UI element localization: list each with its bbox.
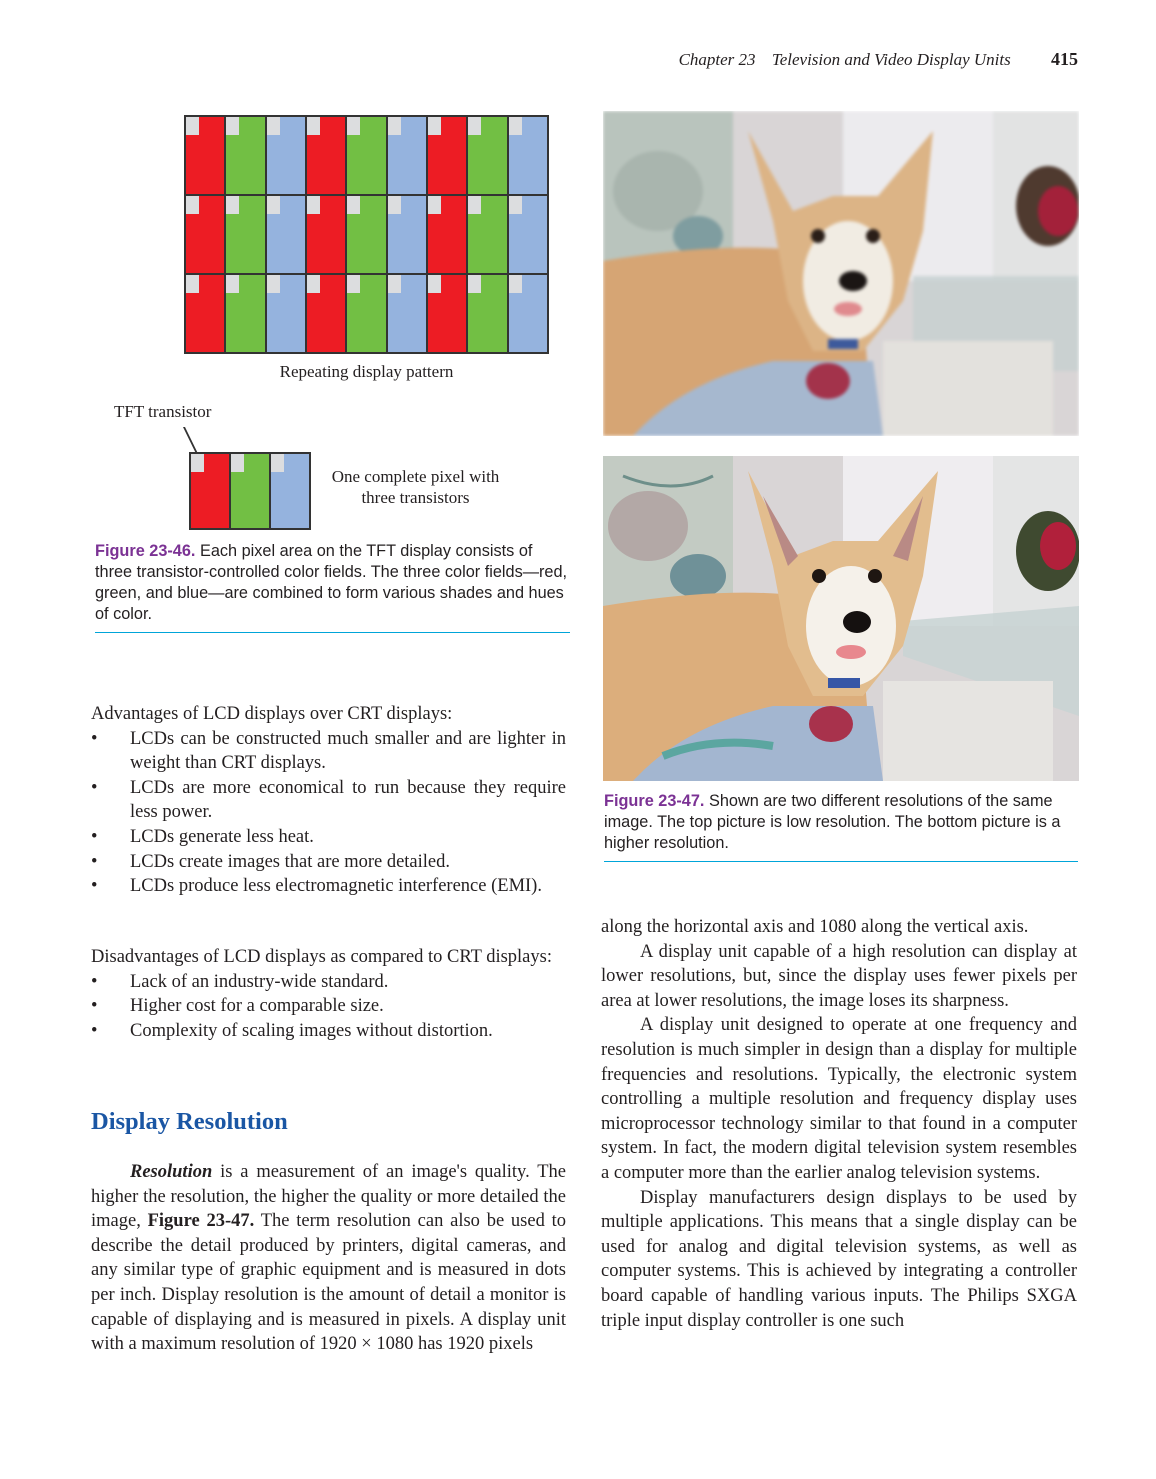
transistor-icon [347, 275, 360, 293]
repeating-pixel-grid [184, 115, 549, 354]
transistor-icon [186, 117, 199, 135]
list-item: • LCDs generate less heat. [91, 825, 566, 850]
red-subpixel [428, 196, 466, 273]
caption-text: Shown are two different resolutions of the same image. The top picture is low resolution. The bottom picture is a higher resolution. [604, 792, 1061, 852]
green-subpixel [226, 275, 264, 352]
transistor-icon [428, 117, 441, 135]
blue-subpixel [267, 275, 305, 352]
red-subpixel [307, 275, 345, 352]
section-heading: Display Resolution [91, 1108, 288, 1135]
transistor-icon [226, 275, 239, 293]
corgi-photo-high-resolution [603, 456, 1079, 781]
transistor-icon [347, 117, 360, 135]
disadvantages-list-block [91, 945, 566, 1043]
transistor-icon [226, 117, 239, 135]
red-subpixel [307, 117, 345, 194]
transistor-icon [509, 196, 522, 214]
transistor-icon [226, 196, 239, 214]
figure-label: Figure 23-46. [95, 542, 196, 560]
red-subpixel [307, 196, 345, 273]
disadvantages-intro: Disadvantages of LCD displays as compared to CRT displays: [91, 947, 552, 967]
list-item: • LCDs produce less electromagnetic interference (EMI). [91, 874, 566, 899]
disadvantages-list [91, 970, 566, 1044]
transistor-icon [388, 196, 401, 214]
green-subpixel [347, 117, 385, 194]
transistor-icon [231, 454, 244, 472]
green-subpixel [347, 275, 385, 352]
blue-subpixel [388, 117, 426, 194]
grid-caption: Repeating display pattern [279, 362, 454, 381]
paragraph: Display manufacturers design displays to be used by multiple applications. This means that a single display can be used for analog and digital television systems, as well as computer systems. This is achieved by integrating a controller board capable of handling various inputs. The Philips SXGA triple input display controller is one such [601, 1187, 1077, 1331]
pixel-label-line2: three transistors [361, 488, 470, 507]
list-item: • LCDs create images that are more detailed. [91, 850, 566, 875]
figure-caption-23-46 [95, 541, 570, 633]
green-subpixel [468, 196, 506, 273]
transistor-icon [267, 196, 280, 214]
red-subpixel [428, 275, 466, 352]
paragraph-text: is a measurement of an image's quality. The higher the resolution, the higher the quality or more detailed the image, [91, 1162, 566, 1232]
list-item: • Complexity of scaling images without distortion. [91, 1019, 566, 1044]
green-subpixel [468, 275, 506, 352]
green-subpixel [468, 117, 506, 194]
transistor-icon [509, 117, 522, 135]
page-number: 415 [1051, 49, 1078, 69]
chapter-title: Television and Video Display Units [771, 50, 1011, 69]
blue-subpixel [509, 117, 547, 194]
tft-transistor-label: TFT transistor [114, 402, 212, 421]
blue-subpixel [388, 196, 426, 273]
transistor-icon [186, 275, 199, 293]
blue-subpixel [509, 196, 547, 273]
green-subpixel [231, 454, 269, 528]
pixel-label-line1: One complete pixel with [331, 467, 500, 486]
transistor-icon [307, 275, 320, 293]
blue-subpixel [271, 454, 309, 528]
pixel-label [318, 466, 513, 508]
red-subpixel [191, 454, 229, 528]
list-item: • Higher cost for a comparable size. [91, 994, 566, 1019]
transistor-icon [428, 275, 441, 293]
blue-subpixel [267, 117, 305, 194]
caption-text: Each pixel area on the TFT display consists of three transistor-controlled color fields. The three color fields—red, green, and blue—are combined to form various shades and hues of color. [95, 542, 568, 623]
figure-caption-23-47 [604, 791, 1078, 862]
red-subpixel [428, 117, 466, 194]
transistor-icon [347, 196, 360, 214]
paragraph-text: The term resolution can also be used to describe the detail produced by printers, digital cameras, and any similar type of graphic equipment and is measured in dots per inch. Display resolution is the amount of detail a monitor is capable of displaying and is measured in pixels. A display unit with a maximum resolution of 1920 × 1080 has 1920 pixels [91, 1211, 567, 1355]
advantages-list-block [91, 702, 566, 899]
red-subpixel [186, 196, 224, 273]
figure-reference: Figure 23-47. [147, 1211, 255, 1232]
running-head [600, 49, 1078, 70]
green-subpixel [226, 196, 264, 273]
advantages-list [91, 727, 566, 899]
right-column-text [601, 915, 1077, 1333]
transistor-icon [271, 454, 284, 472]
transistor-icon [388, 117, 401, 135]
paragraph: A display unit capable of a high resolution can display at lower resolutions, but, since the display uses fewer pixels per area at lower resolutions, the image loses its sharpness. [601, 941, 1077, 1011]
chapter-number: Chapter 23 [678, 50, 756, 69]
list-item: • Lack of an industry-wide standard. [91, 970, 566, 995]
blue-subpixel [388, 275, 426, 352]
red-subpixel [186, 275, 224, 352]
green-subpixel [226, 117, 264, 194]
transistor-icon [191, 454, 204, 472]
transistor-icon [468, 196, 481, 214]
transistor-icon [468, 275, 481, 293]
corgi-photo-low-resolution [603, 111, 1079, 436]
single-pixel-diagram [189, 452, 311, 530]
resolution-paragraph [91, 1160, 566, 1357]
red-subpixel [186, 117, 224, 194]
blue-subpixel [509, 275, 547, 352]
paragraph-continuation: along the horizontal axis and 1080 along the vertical axis. [601, 917, 1029, 937]
transistor-icon [307, 196, 320, 214]
term-resolution: Resolution [130, 1162, 213, 1182]
transistor-icon [388, 275, 401, 293]
transistor-icon [186, 196, 199, 214]
list-item: • LCDs can be constructed much smaller and are lighter in weight than CRT displays. [91, 727, 566, 776]
transistor-icon [468, 117, 481, 135]
green-subpixel [347, 196, 385, 273]
transistor-icon [509, 275, 522, 293]
transistor-icon [307, 117, 320, 135]
figure-label: Figure 23-47. [604, 792, 705, 810]
list-item: • LCDs are more economical to run because they require less power. [91, 776, 566, 825]
transistor-icon [428, 196, 441, 214]
blue-subpixel [267, 196, 305, 273]
transistor-icon [267, 275, 280, 293]
paragraph: A display unit designed to operate at one frequency and resolution is much simpler in design than a display for multiple frequencies and resolutions. Typically, the electronic system controlling a multiple resolution and frequency display uses microprocessor technology similar to that found in a computer system. In fact, the modern digital television system resembles a computer more than the earlier analog television systems. [601, 1015, 1077, 1183]
advantages-intro: Advantages of LCD displays over CRT displays: [91, 704, 453, 724]
transistor-icon [267, 117, 280, 135]
